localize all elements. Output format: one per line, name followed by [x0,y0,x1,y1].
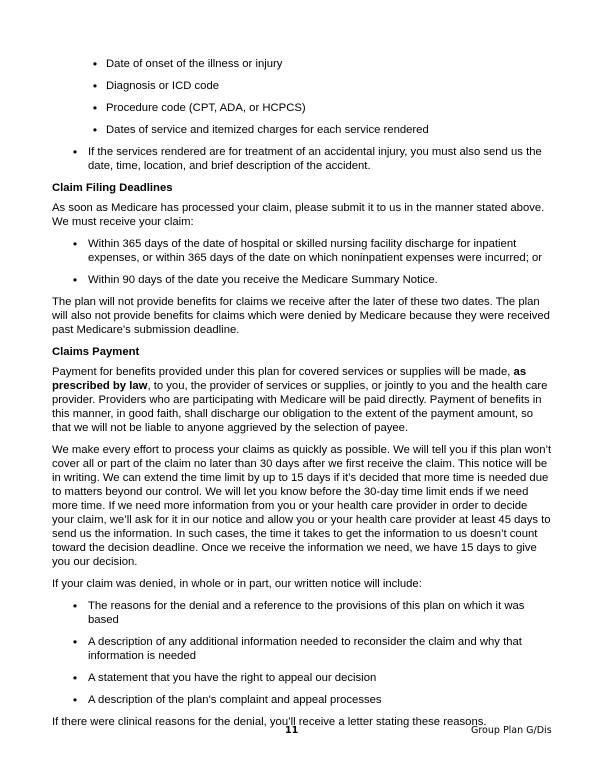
bullet-icon: • [92,79,98,93]
denial-list [52,599,552,707]
list-item: • The reasons for the denial and a reference to the provisions of this plan on which it was based [70,599,552,627]
list-item: • Within 90 days of the date you receive the Medicare Summary Notice. [70,273,552,287]
claim-info-sub-list [90,57,552,137]
bullet-icon: • [72,145,78,159]
deadlines-list [52,237,552,287]
list-item: • Diagnosis or ICD code [90,79,552,93]
bullet-icon: • [92,101,98,115]
plan-label: Group Plan G/Dis [471,725,552,736]
accident-list [52,145,552,173]
bullet-icon: • [72,273,78,287]
bullet-icon: • [72,635,78,649]
denial-intro: If your claim was denied, in whole or in part, our written notice will include: [52,578,422,590]
bullet-icon: • [72,671,78,685]
page-number: 11 [285,725,299,736]
section-heading-payment: Claims Payment [52,346,140,358]
bullet-icon: • [72,693,78,707]
payment-paragraph: Payment for benefits provided under this plan for covered services or supplies will be made, as prescribed by law, to you, the provider of services or supplies, or jointly to you and the health care provider. Providers who are participating with Medicare will be paid directly. Payment of benefits in this manner, in good faith, shall discharge our obligation to the extent of the payment amount, so that we will not be liable to anyone aggrieved by the selection of payee. [52,366,548,434]
list-item: • A statement that you have the right to appeal our decision [70,671,552,685]
page-content [52,57,552,737]
emphasis-text: as prescribed by law [52,366,527,392]
list-item: • Dates of service and itemized charges for each service rendered [90,123,552,137]
list-item: • A description of any additional information needed to reconsider the claim and why that information is needed [70,635,552,663]
section-heading-deadlines: Claim Filing Deadlines [52,182,173,194]
bullet-icon: • [72,599,78,613]
bullet-icon: • [92,57,98,71]
bullet-icon: • [92,123,98,137]
deadlines-closing: The plan will not provide benefits for claims we receive after the later of these two dates. The plan will also not provide benefits for claims which were denied by Medicare because they were received past Medicare's submission deadline. [52,296,550,336]
list-item: • Within 365 days of the date of hospital or skilled nursing facility discharge for inpatient expenses, or within 365 days of the date on which noninpatient expenses were incurred; or [70,237,552,265]
list-item: • A description of the plan's complaint and appeal processes [70,693,552,707]
processing-paragraph: We make every effort to process your claims as quickly as possible. We will tell you if this plan won’t cover all or part of the claim no later than 30 days after we first receive the claim. This notice will be in writing. We can extend the time limit by up to 15 days if it’s decided that more time is needed due to matters beyond our control. We will let you know before the 30-day time limit ends if we need more time. If we need more information from you or your health care provider in order to decide your claim, we’ll ask for it in our notice and allow you or your health care provider at least 45 days to send us the information. In such cases, the time it takes to get the information to us doesn’t count toward the decision deadline. Once we receive the information we need, we have 15 days to give you our decision. [52,444,552,568]
denial-closing: If there were clinical reasons for the denial, you’ll receive a letter stating these reasons. [52,716,487,728]
bullet-icon: • [72,237,78,251]
list-item: • If the services rendered are for treatment of an accidental injury, you must also send us the date, time, location, and brief description of the accident. [70,145,552,173]
list-item: • Date of onset of the illness or injury [90,57,552,71]
list-item: • Procedure code (CPT, ADA, or HCPCS) [90,101,552,115]
deadlines-intro: As soon as Medicare has processed your claim, please submit it to us in the manner stated above. We must receive your claim: [52,202,545,228]
